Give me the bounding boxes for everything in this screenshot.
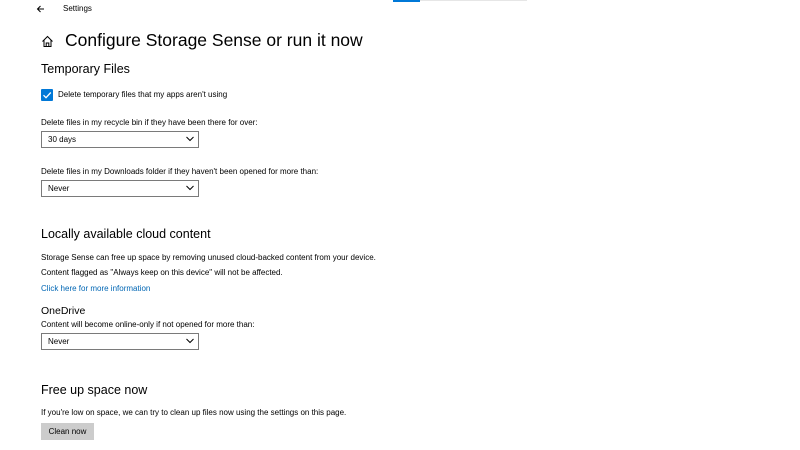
- onedrive-value: Never: [48, 337, 70, 346]
- title-bar: [0, 0, 800, 18]
- more-info-link[interactable]: Click here for more information: [41, 284, 151, 293]
- clean-now-button[interactable]: Clean now: [41, 423, 94, 440]
- delete-temp-files-checkbox[interactable]: [41, 89, 53, 101]
- top-accent-bar: [393, 0, 420, 2]
- free-up-space-heading: Free up space now: [41, 383, 148, 397]
- free-up-description: If you're low on space, we can try to clean up files now using the settings on this page.: [41, 408, 347, 417]
- home-icon[interactable]: [41, 35, 54, 48]
- onedrive-label: Content will become online-only if not opened for more than:: [41, 320, 255, 329]
- recycle-bin-value: 30 days: [48, 135, 77, 144]
- cloud-content-heading: Locally available cloud content: [41, 227, 211, 241]
- cloud-description-2: Content flagged as "Always keep on this device" will not be affected.: [41, 268, 283, 277]
- onedrive-heading: OneDrive: [41, 305, 86, 317]
- onedrive-dropdown[interactable]: [41, 333, 199, 350]
- chevron-down-icon: [186, 185, 194, 191]
- back-arrow-icon: [33, 2, 49, 16]
- top-divider: [420, 0, 527, 1]
- delete-temp-files-label[interactable]: Delete temporary files that my apps aren't using: [58, 90, 228, 99]
- recycle-bin-label: Delete files in my recycle bin if they have been there for over:: [41, 118, 258, 127]
- page-title: Configure Storage Sense or run it now: [65, 30, 363, 50]
- downloads-dropdown[interactable]: [41, 180, 199, 197]
- recycle-bin-dropdown[interactable]: [41, 131, 199, 148]
- window-title: Settings: [63, 4, 92, 13]
- downloads-label: Delete files in my Downloads folder if they haven't been opened for more than:: [41, 167, 319, 176]
- cloud-description-1: Storage Sense can free up space by removing unused cloud-backed content from your device.: [41, 253, 376, 262]
- checkmark-icon: [41, 89, 53, 101]
- downloads-value: Never: [48, 184, 70, 193]
- chevron-down-icon: [186, 338, 194, 344]
- temporary-files-heading: Temporary Files: [41, 62, 130, 76]
- chevron-down-icon: [186, 136, 194, 142]
- back-button[interactable]: [33, 2, 49, 16]
